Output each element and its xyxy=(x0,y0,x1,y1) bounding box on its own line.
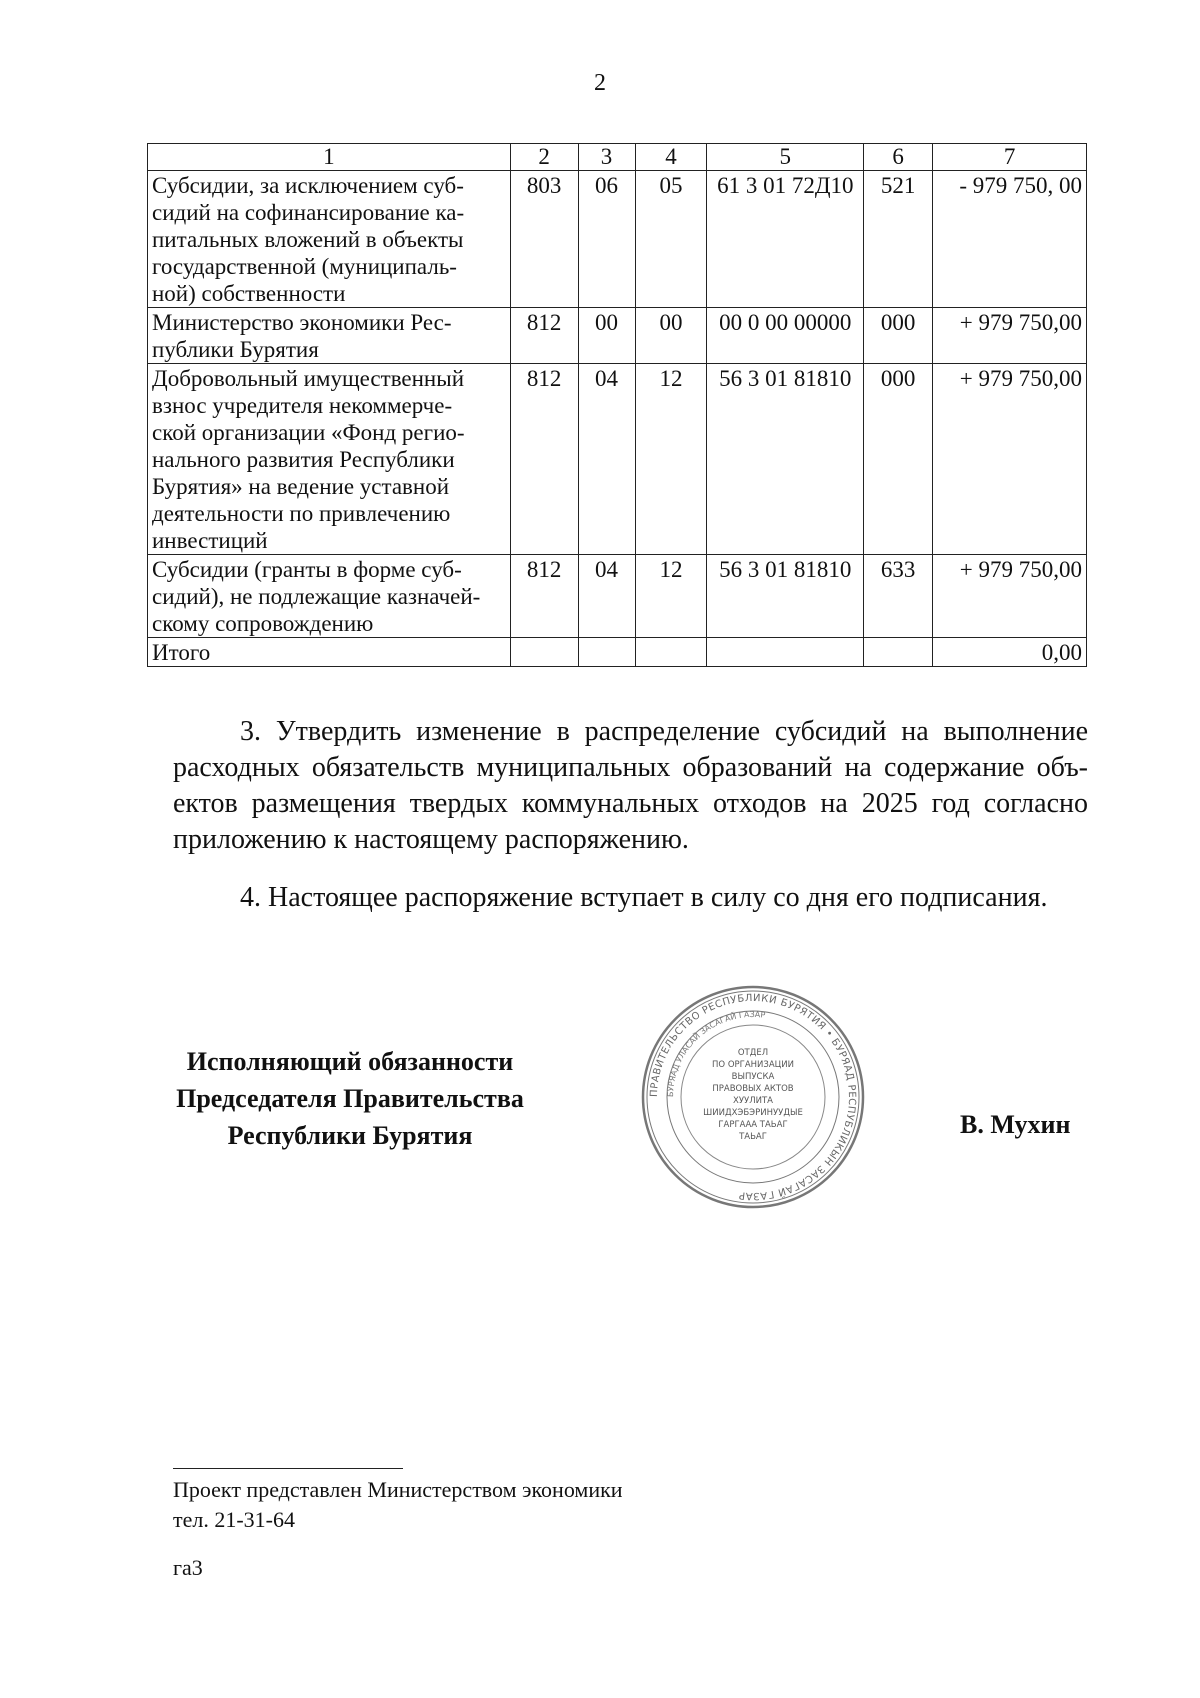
footnote-divider xyxy=(173,1468,403,1469)
signer-title-line: Республики Бурятия xyxy=(227,1121,473,1150)
table-header-row xyxy=(148,144,1087,171)
seal-center-line: ГАРГААА ТАЬАГ xyxy=(718,1120,788,1130)
row-amount: + 979 750,00 xyxy=(933,555,1087,638)
row-code-type: 000 xyxy=(864,364,933,555)
row-code-type: 521 xyxy=(864,171,933,308)
table-row xyxy=(148,308,1087,364)
empty-cell xyxy=(578,638,635,667)
row-amount: + 979 750,00 xyxy=(933,308,1087,364)
row-name: Министерство экономики Рес- публики Бурятия xyxy=(148,308,511,364)
header-cell-4: 4 xyxy=(635,144,707,171)
total-value: 0,00 xyxy=(933,638,1087,667)
row-amount: + 979 750,00 xyxy=(933,364,1087,555)
total-label: Итого xyxy=(148,638,511,667)
row-code-target: 61 3 01 72Д10 xyxy=(707,171,864,308)
header-cell-6: 6 xyxy=(864,144,933,171)
header-cell-7: 7 xyxy=(933,144,1087,171)
paragraph-4: 4. Настоящее распоряжение вступает в силу со дня его подписания. xyxy=(240,882,1048,913)
row-code-type: 633 xyxy=(864,555,933,638)
empty-cell xyxy=(635,638,707,667)
table-row xyxy=(148,171,1087,308)
row-code-ministry: 803 xyxy=(510,171,578,308)
signer-title-line: Исполняющий обязанности xyxy=(186,1047,514,1076)
row-code-target: 56 3 01 81810 xyxy=(707,364,864,555)
header-cell-1: 1 xyxy=(148,144,511,171)
signer-title xyxy=(150,1043,550,1154)
row-name: Субсидии, за исключением суб- сидий на софинансирование ка- питальных вложений в объекты государственной (муниципаль- ной) собственности xyxy=(148,171,511,308)
seal-center-line: ШИИДХЭБЭРИНУУДЫЕ xyxy=(703,1108,803,1118)
row-code-target: 56 3 01 81810 xyxy=(707,555,864,638)
row-code-section: 04 xyxy=(578,555,635,638)
row-code-ministry: 812 xyxy=(510,364,578,555)
seal-center-line: ВЫПУСКА xyxy=(731,1072,775,1082)
signer-name: В. Мухин xyxy=(960,1110,1071,1139)
seal-center-line: ПО ОРГАНИЗАЦИИ xyxy=(712,1060,794,1070)
signer-title-line: Председателя Правительства xyxy=(176,1084,524,1113)
seal-center-line: ПРАВОВЫХ АКТОВ xyxy=(712,1084,794,1094)
empty-cell xyxy=(510,638,578,667)
row-name: Субсидии (гранты в форме суб- сидий), не подлежащие казначей- скому сопровождению xyxy=(148,555,511,638)
row-code-type: 000 xyxy=(864,308,933,364)
empty-cell xyxy=(864,638,933,667)
row-code-section: 06 xyxy=(578,171,635,308)
header-cell-2: 2 xyxy=(510,144,578,171)
footnote-line: Проект представлен Министерством экономики xyxy=(173,1477,623,1502)
executor-initials: га3 xyxy=(173,1555,203,1580)
empty-cell xyxy=(707,638,864,667)
row-code-subsection: 00 xyxy=(635,308,707,364)
row-name: Добровольный имущественный взнос учредителя некоммерче- ской организации «Фонд регио- нального развития Республики Бурятия» на ведение уставной деятельности по привлечению инвестиций xyxy=(148,364,511,555)
row-code-subsection: 12 xyxy=(635,364,707,555)
row-amount: - 979 750, 00 xyxy=(933,171,1087,308)
table-total-row xyxy=(148,638,1087,667)
header-cell-5: 5 xyxy=(707,144,864,171)
seal-center-line: ТАЬАГ xyxy=(739,1132,767,1142)
budget-table xyxy=(147,143,1087,667)
seal-outer-text: ПРАВИТЕЛЬСТВО РЕСПУБЛИКИ БУРЯТИЯ • БУРЯАД РЕСПУБЛИКЫН ЗАСАГАЙ ГАЗАР xyxy=(648,992,858,1202)
paragraph-3: 3. Утвердить изменение в распределение субсидий на выполнение расходных обязательств муниципальных образований на содержание объ-ектов размещения твердых коммунальных отходов на 2025 год согласно приложению к настоящему распоряжению. xyxy=(173,716,1088,855)
official-seal xyxy=(641,985,865,1209)
footnote-phone: тел. 21-31-64 xyxy=(173,1507,296,1532)
seal-inner-ring-text: БУРЯАД УЛАСАЙ ЗАСАГАЙ ГАЗАР xyxy=(665,1009,766,1098)
seal-center-line: ОТДЕЛ xyxy=(737,1048,769,1058)
row-code-target: 00 0 00 00000 xyxy=(707,308,864,364)
seal-center-line: ХУУЛИТА xyxy=(733,1096,773,1106)
row-code-ministry: 812 xyxy=(510,555,578,638)
row-code-subsection: 05 xyxy=(635,171,707,308)
table-row xyxy=(148,364,1087,555)
page-number: 2 xyxy=(594,70,606,96)
table-row xyxy=(148,555,1087,638)
row-code-section: 04 xyxy=(578,364,635,555)
row-code-ministry: 812 xyxy=(510,308,578,364)
row-code-subsection: 12 xyxy=(635,555,707,638)
footnote xyxy=(173,1475,623,1535)
row-code-section: 00 xyxy=(578,308,635,364)
header-cell-3: 3 xyxy=(578,144,635,171)
